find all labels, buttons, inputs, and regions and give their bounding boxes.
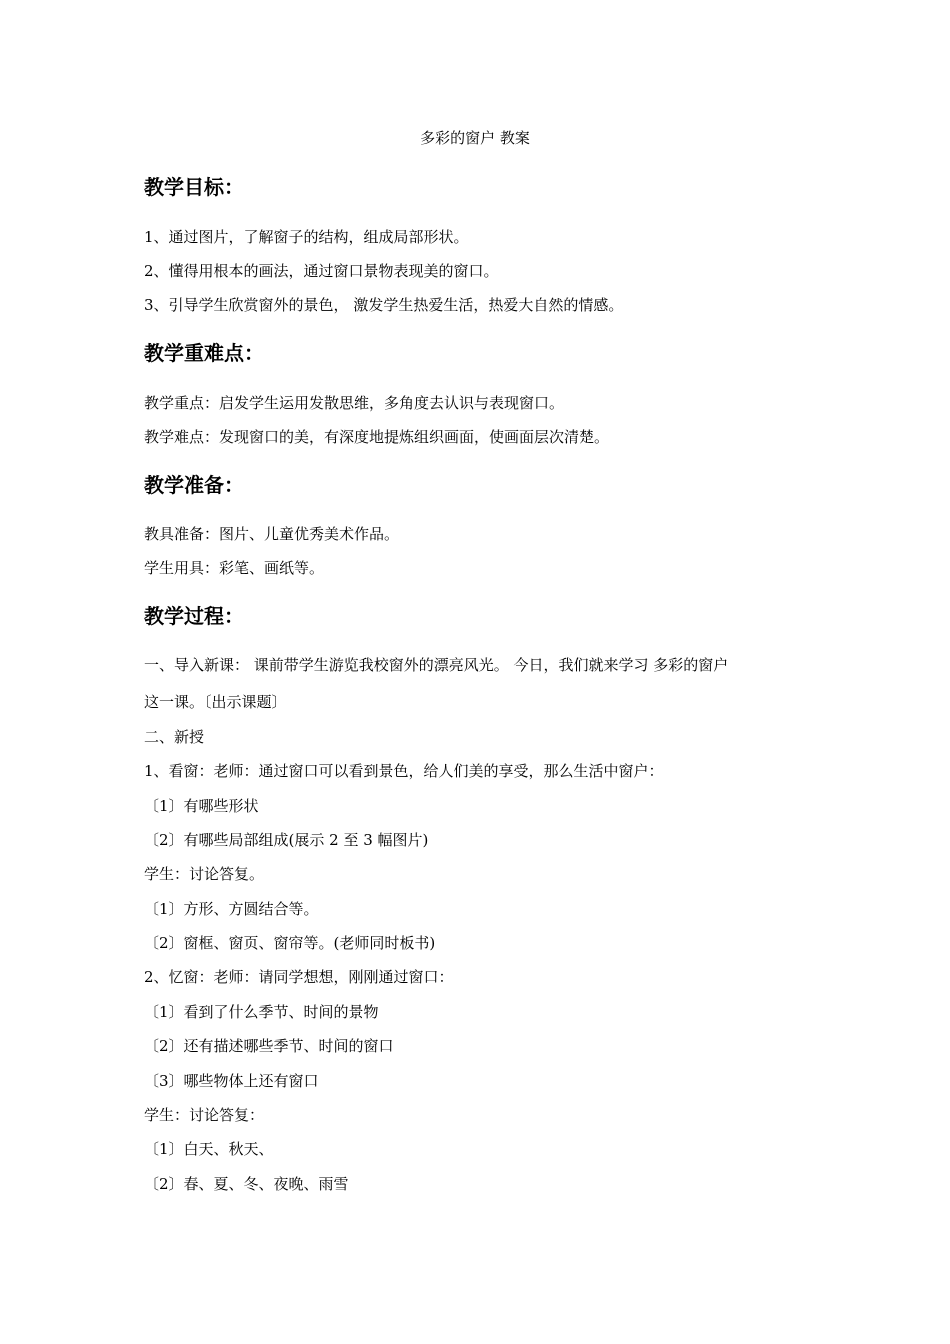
objective-line-1: 1、通过图片，了解窗子的结构，组成局部形状。 <box>144 228 469 246</box>
process-line-14: 学生：讨论答复： <box>144 1106 265 1124</box>
preparation-line-2: 学生用具：彩笔、画纸等。 <box>144 559 325 577</box>
process-line-9: 〔2〕窗框、窗页、窗帘等。(老师同时板书) <box>144 934 436 952</box>
process-line-4: 1、看窗：老师：通过窗口可以看到景色，给人们美的享受，那么生活中窗户： <box>144 762 664 780</box>
key-point-line-2: 教学难点：发现窗口的美，有深度地提炼组织画面，使画面层次清楚。 <box>144 428 610 446</box>
process-line-13: 〔3〕哪些物体上还有窗口 <box>144 1072 319 1090</box>
process-line-11: 〔1〕看到了什么季节、时间的景物 <box>144 1003 379 1021</box>
process-line-7: 学生：讨论答复。 <box>144 865 265 883</box>
process-line-2: 这一课。〔出示课题〕 <box>144 693 287 711</box>
process-line-5: 〔1〕有哪些形状 <box>144 797 259 815</box>
section-heading-preparation: 教学准备： <box>144 473 244 497</box>
objective-line-3: 3、引导学生欣赏窗外的景色， 激发学生热爱生活，热爱大自然的情感。 <box>144 296 624 314</box>
objective-line-2: 2、懂得用根本的画法，通过窗口景物表现美的窗口。 <box>144 262 499 280</box>
section-heading-process: 教学过程： <box>144 604 244 628</box>
process-line-12: 〔2〕还有描述哪些季节、时间的窗口 <box>144 1037 394 1055</box>
process-line-8: 〔1〕方形、方圆结合等。 <box>144 900 319 918</box>
key-point-line-1: 教学重点：启发学生运用发散思维，多角度去认识与表现窗口。 <box>144 394 565 412</box>
section-heading-objectives: 教学目标： <box>144 175 244 199</box>
section-heading-key-points: 教学重难点： <box>144 341 264 365</box>
document-title: 多彩的窗户 教案 <box>420 129 530 147</box>
preparation-line-1: 教具准备：图片、儿童优秀美术作品。 <box>144 525 400 543</box>
process-line-15: 〔1〕白天、秋天、 <box>144 1140 274 1158</box>
process-line-16: 〔2〕春、夏、冬、夜晚、雨雪 <box>144 1175 349 1193</box>
process-line-3: 二、新授 <box>144 728 205 746</box>
process-line-10: 2、忆窗：老师：请同学想想，刚刚通过窗口： <box>144 968 454 986</box>
process-line-1: 一、导入新课： 课前带学生游览我校窗外的漂亮风光。 今日，我们就来学习 多彩的窗户 <box>144 656 729 674</box>
process-line-6: 〔2〕有哪些局部组成(展示 2 至 3 幅图片) <box>144 831 429 849</box>
